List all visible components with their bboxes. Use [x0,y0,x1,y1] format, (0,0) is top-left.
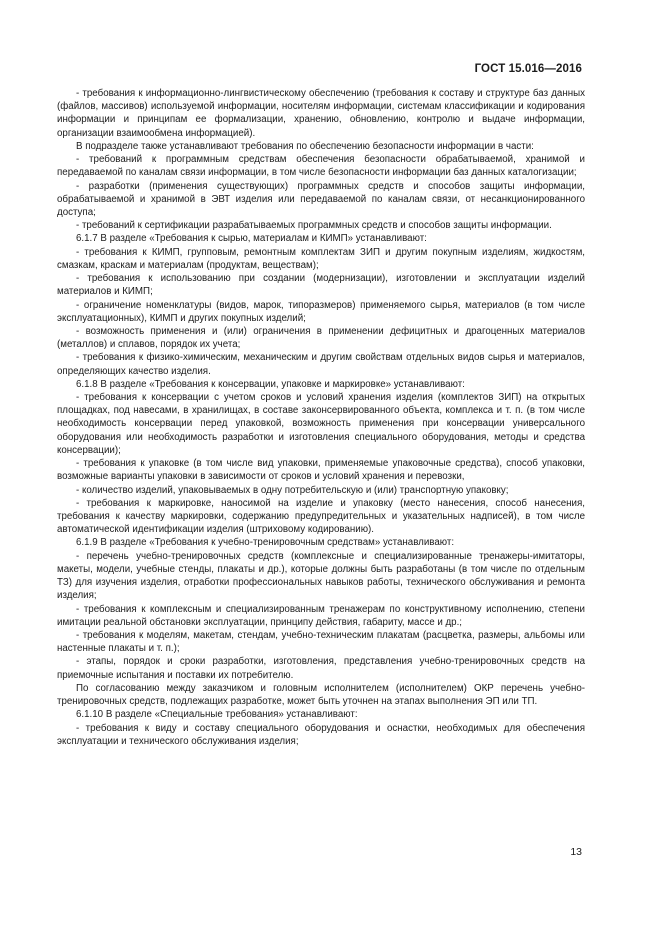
list-item-conservation: - требования к консервации с учетом сроков и условий хранения изделия (комплектов ЗИП) на открытых площадках, под навесами, в хранилищах, в составе законсервированного объекта, комплекса и т. п. (в том числе необходимость консервации перед упаковкой, возможность применения при консервации универсального оборудования или необходимость разработки и изготовления специального оборудования, методы и средства консервации); [57,392,585,456]
list-item-package-quantity: - количество изделий, упаковываемых в одну потребительскую и (или) транспортную упаковку; [76,484,509,496]
clause-6-1-7-heading: 6.1.7 В разделе «Требования к сырью, материалам и КИМП» устанавливают: [76,233,427,245]
list-item-simulators: - требования к комплексным и специализированным тренажерам по конструктивному исполнению, степени имитации реальной обстановки эксплуатации, принципу действия, габариту, массе и др.; [57,603,585,628]
list-item-special-equipment: - требования к виду и составу специального оборудования и оснастки, необходимых для обеспечения эксплуатации и технического обслуживания изделия; [57,722,585,747]
body-text [57,87,585,748]
clause-6-1-10-heading: 6.1.10 В разделе «Специальные требования» устанавливают: [76,709,358,721]
list-item-information-linguistic-support: - требования к информационно-лингвистическому обеспечению (требования к составу и структуре баз данных (файлов, массивов) используемой информации, носителям информации, системам классификации и кодирования информации и принципам ее формализации, хранению, обновлению, контролю и выдаче информации, организации взаимообмена информацией). [57,88,585,139]
clause-6-1-9-heading: 6.1.9 В разделе «Требования к учебно-тренировочным средствам» устанавливают: [76,537,455,549]
page-number: 13 [570,846,582,858]
clause-6-1-8-heading: 6.1.8 В разделе «Требования к консервации, упаковке и маркировке» устанавливают: [76,378,465,390]
list-item-precious-materials: - возможность применения и (или) ограничения в применении дефицитных и драгоценных материалов (металлов) и сплавов, порядок их учета; [57,325,585,351]
list-item-models-posters: - требования к моделям, макетам, стендам, учебно-техническим плакатам (расцветка, размеры, альбомы или настенные плакаты и т. п.); [57,629,585,655]
list-item-marking: - требования к маркировке, наносимой на изделие и упаковку (место нанесения, способ нанесения, требования к качеству маркировки, содержанию предупредительных и указательных надписей), в том числе автоматической идентификации изделия (штриховому кодированию). [57,497,585,536]
list-item-certification: - требований к сертификации разрабатываемых программных средств и способов защиты информации. [76,220,552,232]
list-item-physical-chemical-properties: - требования к физико-химическим, механическим и другим свойствам отдельных видов сырья и материалов, определяющих качество изделия. [57,352,585,377]
list-item-packaging: - требования к упаковке (в том числе вид упаковки, применяемые упаковочные средства), способ упаковки, возможные варианты упаковки в зависимости от сроков и условий хранения и перевозки, [57,458,585,483]
list-item-nomenclature-limits: - ограничение номенклатуры (видов, марок, типоразмеров) применяемого сырья, материалов (в том числе эксплуатационных), КИМП и других покупных изделий; [57,299,585,324]
paragraph-agreement-note: По согласованию между заказчиком и головным исполнителем (исполнителем) ОКР перечень учебно-тренировочных средств, подлежащих разработке, может быть уточнен на этапах выполнения ЭП или ТП. [57,682,585,708]
list-item-security-software: - требований к программным средствам обеспечения безопасности обрабатываемой, хранимой и передаваемой по каналам связи информации, в том числе безопасности информации баз данных каталогизации; [57,154,585,179]
document-standard-id: ГОСТ 15.016—2016 [474,63,582,75]
list-item-training-aids-list: - перечень учебно-тренировочных средств (комплексные и специализированные тренажеры-имитаторы, макеты, модели, учебные стенды, плакаты и др.), которые должны быть разработаны (в том числе по отдельным ТЗ) для изучения изделия, отработки профессиональных навыков работы, технического обслуживания и ремонта изделия; [57,550,585,602]
list-item-materials-usage: - требования к использованию при создании (модернизации), изготовлении и эксплуатации изделий материалов и КИМП; [57,273,585,298]
list-item-development-stages: - этапы, порядок и сроки разработки, изготовления, представления учебно-тренировочных средств на приемочные испытания и поставки их потребителю. [57,656,585,681]
list-item-kimp-requirements: - требования к КИМП, групповым, ремонтным комплектам ЗИП и другим покупным изделиям, жидкостям, смазкам, краскам и материалам (продуктам, веществам); [57,246,585,271]
paragraph-information-security-intro: В подразделе также устанавливают требования по обеспечению безопасности информации в части: [76,140,534,152]
list-item-protection-development: - разработки (применения существующих) программных средств и способов защиты информации, обрабатываемой и хранимой в ЭВТ изделия или передаваемой по каналам связи, от несанкционированного доступа; [57,180,585,218]
